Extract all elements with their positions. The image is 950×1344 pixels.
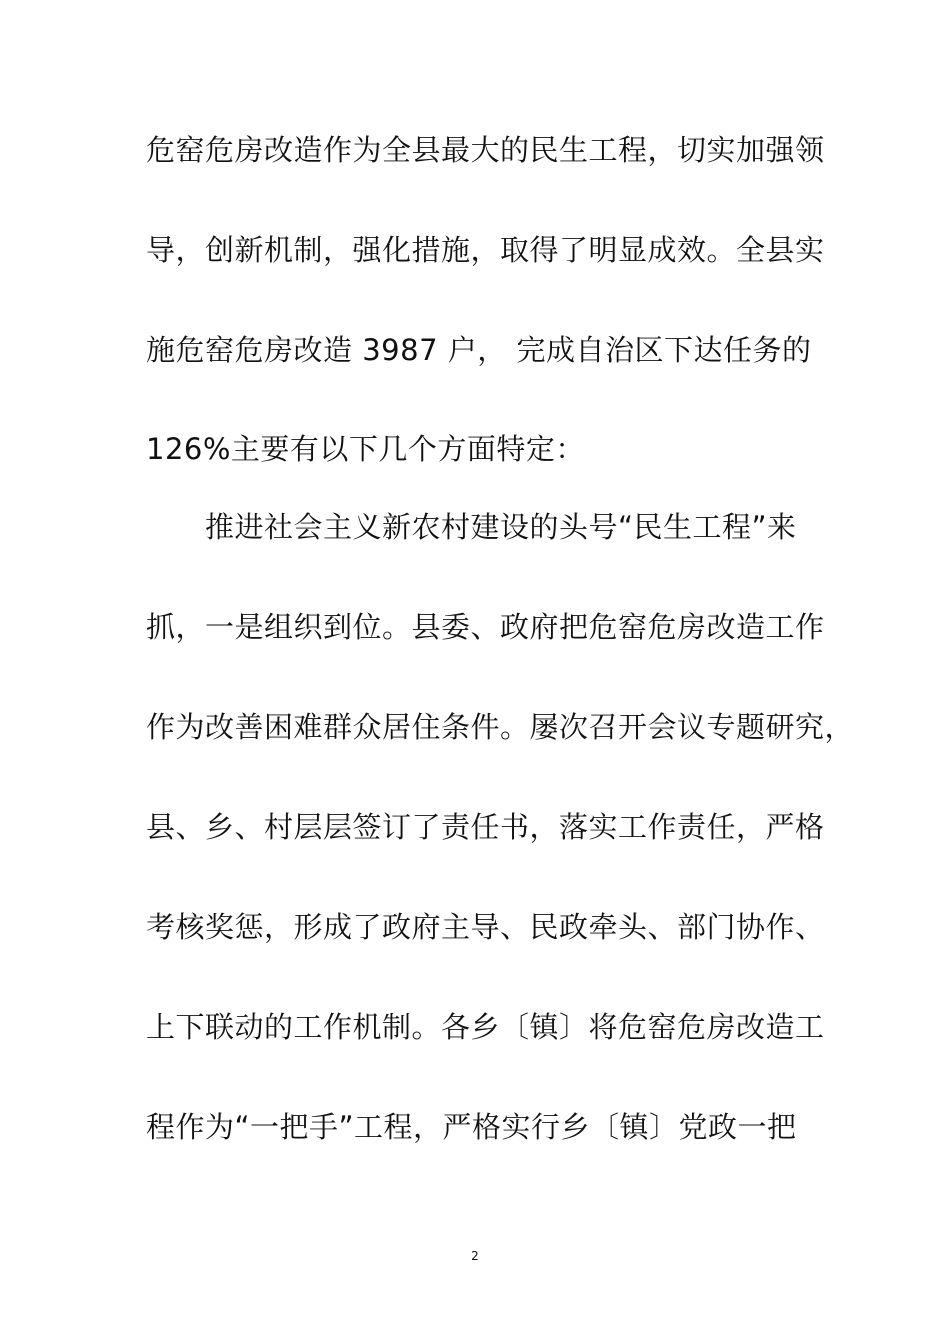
text-line-10: 上下联动的工作机制。各乡〔镇〕将危窑危房改造工 xyxy=(146,1010,825,1044)
text-line-6: 抓，一是组织到位。县委、政府把危窑危房改造工作 xyxy=(146,610,825,644)
text-line-8: 县、乡、村层层签订了责任书，落实工作责任，严格 xyxy=(146,810,825,844)
text-line-4: 126%主要有以下几个方面特定： xyxy=(146,432,585,466)
text-line-1: 危窑危房改造作为全县最大的民生工程，切实加强领 xyxy=(146,133,825,167)
text-line-5-paragraph-start: 推进社会主义新农村建设的头号“民生工程”来 xyxy=(205,510,797,544)
text-line-2: 导，创新机制，强化措施，取得了明显成效。全县实 xyxy=(146,233,825,267)
text-line-7: 作为改善困难群众居住条件。屡次召开会议专题研究， xyxy=(146,710,855,744)
text-line-3: 施危窑危房改造 3987 户， 完成自治区下达任务的 xyxy=(146,333,812,367)
text-line-9: 考核奖惩，形成了政府主导、民政牵头、部门协作、 xyxy=(146,910,825,944)
text-line-11: 程作为“一把手”工程，严格实行乡〔镇〕党政一把 xyxy=(146,1110,797,1144)
page-number: 2 xyxy=(471,1249,479,1263)
